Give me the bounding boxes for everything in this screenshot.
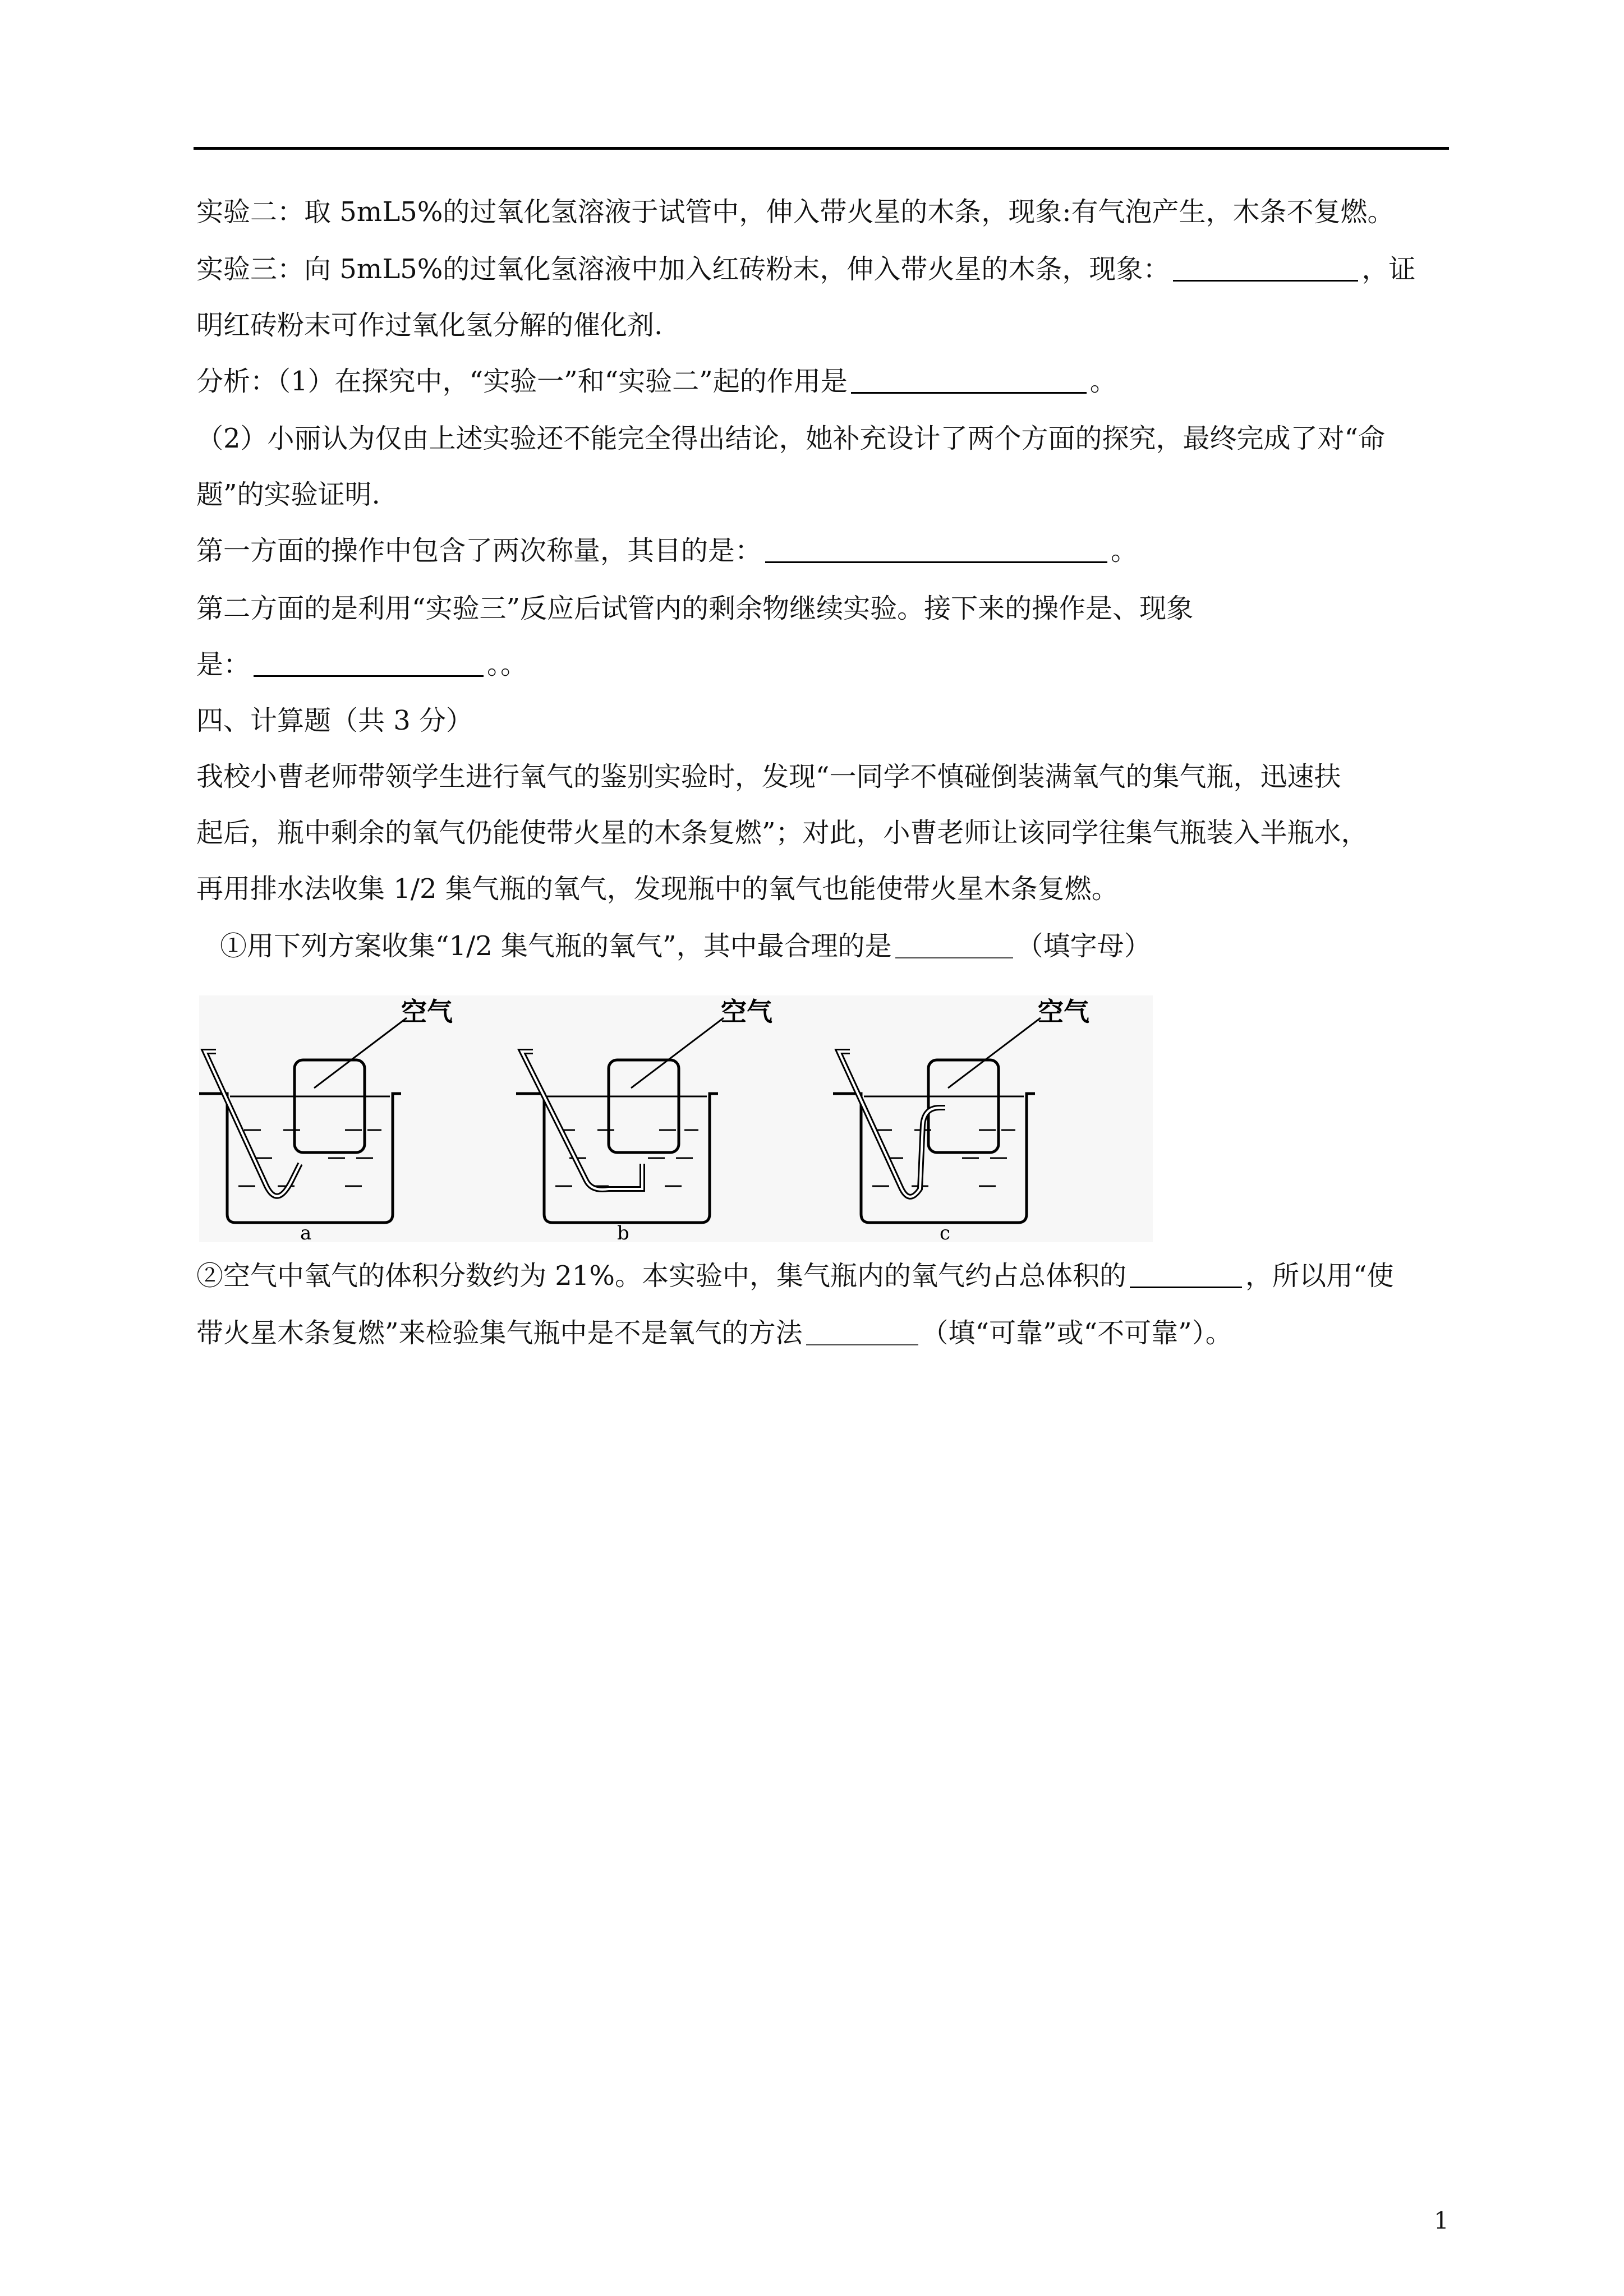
aspect-1-prompt: 第一方面的操作中包含了两次称量，其目的是：	[196, 535, 762, 566]
analysis-q1	[196, 365, 1117, 398]
header-rule	[194, 147, 1449, 150]
answer-blank-operation-phenomenon[interactable]	[254, 649, 484, 677]
option-label-c: c	[940, 1222, 951, 1242]
analysis-q2-line-1: （2）小丽认为仅由上述实验还不能完全得出结论，她补充设计了两个方面的探究，最终完成了对“命	[196, 423, 1386, 454]
option-label-b: b	[617, 1222, 629, 1242]
section-4-heading: 四、计算题（共 3 分）	[196, 705, 473, 736]
option-label-a: a	[300, 1222, 312, 1242]
analysis-q1-prompt: 分析：（1）在探究中，“实验一”和“实验二”起的作用是	[196, 366, 848, 397]
section-4-para-line-2: 起后，瓶中剩余的氧气仍能使带火星的木条复燃”；对此，小曹老师让该同学往集气瓶装入半瓶水，	[196, 817, 1368, 849]
figure-background	[199, 995, 1153, 1242]
analysis-q2-line-2: 题”的实验证明.	[196, 479, 380, 510]
page-number: 1	[1434, 2207, 1449, 2234]
experiment-2-text: 实验二：取 5mL5%的过氧化氢溶液于试管中，伸入带火星的木条，现象:有气泡产生，木条不复燃。	[196, 196, 1395, 228]
experiment-3-line-2: 明红砖粉末可作过氧化氢分解的催化剂.	[196, 310, 663, 341]
section-4-q1	[220, 929, 1151, 963]
air-label-b: 空气	[721, 997, 772, 1027]
aspect-2-prompt: 是：	[196, 649, 251, 680]
section-4-q2-line-1	[196, 1259, 1394, 1293]
experiment-3-prompt: 实验三：向 5mL5%的过氧化氢溶液中加入红砖粉末，伸入带火星的木条，现象：	[196, 253, 1170, 285]
section-4-q2-line-2-hint: （填“可靠”或“不可靠”）。	[921, 1317, 1232, 1349]
experiment-3-line-1	[196, 252, 1415, 286]
aspect-2-line-2	[196, 648, 527, 681]
section-4-q2-prompt: ②空气中氧气的体积分数约为 21%。本实验中，集气瓶内的氧气约占总体积的	[196, 1260, 1126, 1292]
aspect-2-end: 。。	[487, 649, 528, 680]
air-label-a: 空气	[401, 997, 453, 1027]
answer-blank-oxygen-fraction[interactable]	[1130, 1261, 1242, 1288]
answer-blank-role[interactable]	[851, 366, 1087, 394]
section-4-q1-hint: （填字母）	[1016, 930, 1151, 962]
section-4-q2-line-2	[196, 1316, 1232, 1350]
gas-collection-figure	[199, 995, 1153, 1242]
section-4-q2-line-2-prompt: 带火星木条复燃”来检验集气瓶中是不是氧气的方法	[196, 1317, 803, 1349]
answer-blank-weighing-purpose[interactable]	[765, 536, 1107, 563]
analysis-q1-end: 。	[1089, 366, 1117, 397]
aspect-1	[196, 534, 1138, 568]
section-4-para-line-1: 我校小曹老师带领学生进行氧气的鉴别实验时，发现“一同学不慎碰倒装满氧气的集气瓶，迅速扶	[196, 761, 1341, 792]
aspect-2-line-1: 第二方面的是利用“实验三”反应后试管内的剩余物继续实验。接下来的操作是、现象	[196, 593, 1194, 624]
answer-blank-phenomenon[interactable]	[1173, 254, 1358, 282]
answer-blank-reliability[interactable]	[806, 1318, 918, 1345]
section-4-q2-suffix: ，所以用“使	[1245, 1260, 1394, 1292]
experiment-3-suffix: ，证	[1361, 253, 1416, 285]
aspect-1-end: 。	[1111, 535, 1138, 566]
section-4-q1-prompt: ①用下列方案收集“1/2 集气瓶的氧气”，其中最合理的是	[220, 930, 892, 962]
answer-blank-best-option[interactable]	[895, 932, 1013, 958]
gas-collection-diagram	[199, 995, 1153, 1242]
air-label-c: 空气	[1038, 997, 1089, 1027]
section-4-para-line-3: 再用排水法收集 1/2 集气瓶的氧气，发现瓶中的氧气也能使带火星木条复燃。	[196, 873, 1119, 905]
